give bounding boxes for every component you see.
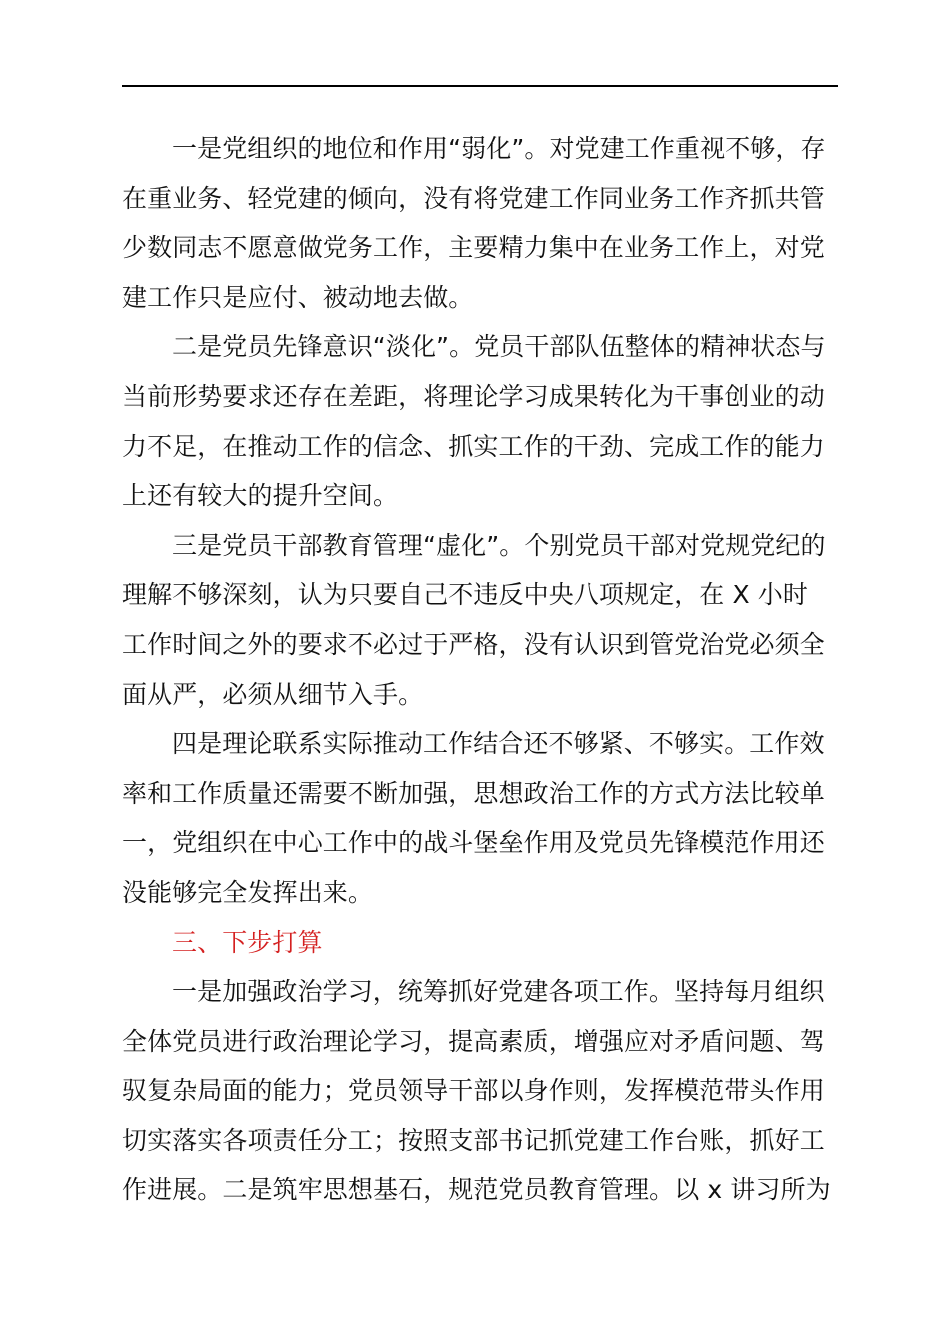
paragraph-line: 在重业务、轻党建的倾向，没有将党建工作同业务工作齐抓共管 xyxy=(122,183,825,213)
paragraph-line: 切实落实各项责任分工；按照支部书记抓党建工作台账，抓好工 xyxy=(122,1125,825,1155)
paragraph-line: 上还有较大的提升空间。 xyxy=(122,481,399,511)
header-rule xyxy=(122,85,838,87)
paragraph-line: 二是党员先锋意识“淡化”。党员干部队伍整体的精神状态与 xyxy=(172,332,826,362)
paragraph-line: 面从严，必须从细节入手。 xyxy=(122,679,424,709)
paragraph-line: 少数同志不愿意做党务工作，主要精力集中在业务工作上，对党 xyxy=(122,233,825,263)
paragraph-line: 建工作只是应付、被动地去做。 xyxy=(122,282,474,312)
paragraph-line: 作进展。二是筑牢思想基石，规范党员教育管理。以 x 讲习所为 xyxy=(122,1175,831,1205)
document-body xyxy=(122,124,838,1215)
paragraph-line: 一，党组织在中心工作中的战斗堡垒作用及党员先锋模范作用还 xyxy=(122,828,825,858)
paragraph-line: 驭复杂局面的能力；党员领导干部以身作则，发挥模范带头作用 xyxy=(122,1076,825,1106)
section-heading: 三、下步打算 xyxy=(172,927,323,957)
paragraph-line: 全体党员进行政治理论学习，提高素质，增强应对矛盾问题、驾 xyxy=(122,1026,825,1056)
paragraph-line: 率和工作质量还需要不断加强，思想政治工作的方式方法比较单 xyxy=(122,778,825,808)
paragraph-line: 一是党组织的地位和作用“弱化”。对党建工作重视不够，存 xyxy=(172,134,826,163)
paragraph-line: 四是理论联系实际推动工作结合还不够紧、不够实。工作效 xyxy=(172,729,825,759)
paragraph-line: 力不足，在推动工作的信念、抓实工作的干劲、完成工作的能力 xyxy=(122,431,825,461)
paragraph-line: 没能够完全发挥出来。 xyxy=(122,877,374,907)
paragraph-line: 理解不够深刻，认为只要自己不违反中央八项规定，在 X 小时 xyxy=(122,580,808,610)
paragraph-line: 三是党员干部教育管理“虚化”。个别党员干部对党规党纪的 xyxy=(172,530,826,560)
paragraph-line: 当前形势要求还存在差距，将理论学习成果转化为干事创业的动 xyxy=(122,381,825,411)
paragraph-line: 一是加强政治学习，统筹抓好党建各项工作。坚持每月组织 xyxy=(172,977,825,1007)
paragraph-line: 工作时间之外的要求不必过于严格，没有认识到管党治党必须全 xyxy=(122,629,825,659)
